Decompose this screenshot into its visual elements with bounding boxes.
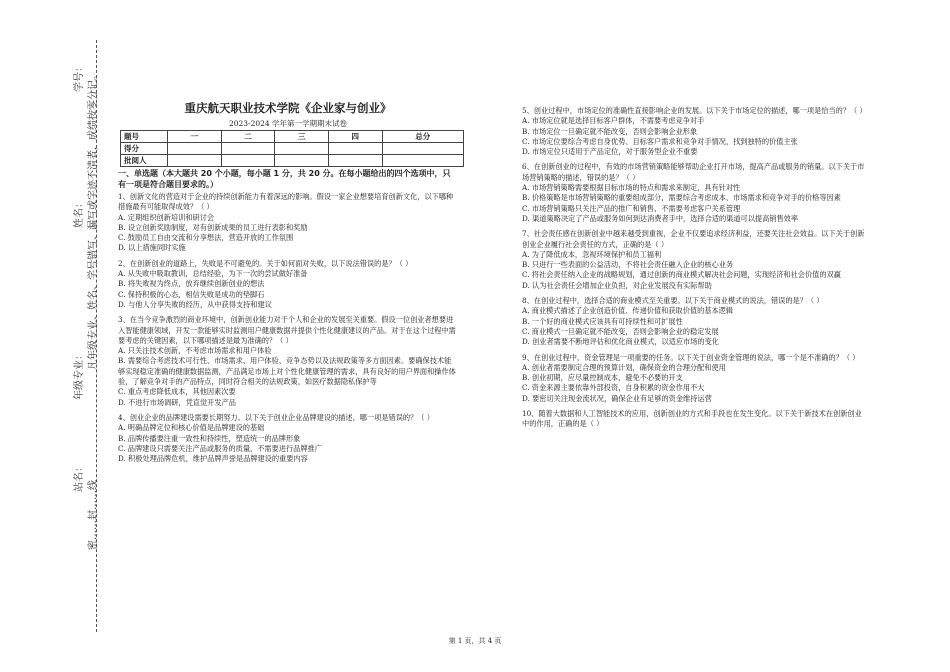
question <box>118 413 458 464</box>
score-row-label: 批阅人 <box>121 155 168 167</box>
question <box>118 259 458 310</box>
answer-option[interactable]: D. 创业者需要不断地评估和优化商业模式，以适应市场的变化 <box>522 337 719 347</box>
binding-label-id: 学号： <box>74 62 85 92</box>
answer-option[interactable]: B. 只进行一些表面的公益活动，不将社会责任融入企业的核心业务 <box>522 260 734 270</box>
answer-option[interactable]: D. 积极处理品牌危机，维护品牌声誉是品牌建设的重要内容 <box>118 454 308 464</box>
score-table-row <box>121 155 464 167</box>
answer-option[interactable]: A. 为了降低成本，忽视环境保护和员工福利 <box>522 249 662 259</box>
question <box>522 229 867 291</box>
question-stem: 8、在创业过程中，选择合适的商业模式至关重要。以下关于商业模式的说法，错误的是？（ ） <box>522 296 824 306</box>
page-footer: 第 1 页，共 4 页 <box>448 637 502 645</box>
binding-label-station: 站名： <box>74 462 85 492</box>
answer-option[interactable]: A. 市场营销策略需要根据目标市场的特点和需求来制定，具有针对性 <box>522 183 741 193</box>
binding-label-major: 年级专业： <box>74 350 85 400</box>
score-table-header-row <box>121 131 464 143</box>
answer-option[interactable]: C. 保持积极的心态，相信失败是成功的垫脚石 <box>118 289 265 299</box>
exam-title: 重庆航天职业技术学院《企业家与创业》 <box>184 101 392 115</box>
answer-option[interactable]: D. 认为社会责任会增加企业负担，对企业发展没有实际帮助 <box>522 280 712 290</box>
answer-option[interactable]: C. 重点考虑降低成本，其他因素次要 <box>118 387 236 397</box>
answer-option[interactable]: A. 创业者需要制定合理的预算计划，确保资金的合理分配和使用 <box>522 362 726 372</box>
question-list-left <box>118 192 458 464</box>
score-row-label: 得分 <box>121 143 168 155</box>
score-cell[interactable] <box>328 143 382 155</box>
score-header-cell: 四 <box>328 131 382 143</box>
answer-option[interactable]: C. 鼓励员工自由交流和分享想法，营造开放的工作氛围 <box>118 233 294 243</box>
score-cell[interactable] <box>382 143 463 155</box>
question-stem: 7、社会责任感在创新创业中越来越受到重视，企业不仅要追求经济利益，还要关注社会效益。以下关于创新创业企业履行社会责任的方式，正确的是（ ） <box>522 229 865 249</box>
score-cell[interactable] <box>275 143 329 155</box>
answer-option[interactable]: A. 明确品牌定位和核心价值是品牌建设的基础 <box>118 423 265 433</box>
score-cell[interactable] <box>221 155 275 167</box>
answer-option[interactable]: B. 创业初期，应尽量控制成本，避免不必要的开支 <box>522 373 683 383</box>
question-stem: 1、创新文化的营造对于企业的持续创新能力有着深远的影响。假设一家企业想要培育创新文化，以下哪种措施最有可能取得成效？（ ） <box>118 192 454 212</box>
question <box>522 409 867 430</box>
answer-option[interactable]: C. 市场营销策略只关注产品的推广和销售，不需要考虑客户关系管理 <box>522 203 741 213</box>
answer-option[interactable]: C. 品牌建设只需要关注产品或服务的质量，不需要进行品牌推广 <box>118 443 322 453</box>
score-cell[interactable] <box>221 143 275 155</box>
answer-option[interactable]: A. 市场定位就是选择目标客户群体，不需要考虑竞争对手 <box>522 116 705 126</box>
binding-instruction: 凡年级专业、姓名、学号错写、漏写或字迹不清者，成绩按零分记。 <box>88 70 99 370</box>
score-header-cell: 总分 <box>382 131 463 143</box>
answer-option[interactable]: B. 将失败视为终点，放弃继续创新创业的想法 <box>118 279 265 289</box>
left-column <box>118 168 458 469</box>
answer-option[interactable]: C. 商业模式一旦确定就不能改变，否则会影响企业的稳定发展 <box>522 326 719 336</box>
question-stem: 3、在当今竞争激烈的商业环境中，创新创业能力对于个人和企业的发展至关重要。假设一位创业者想要进入智能健康领域，开发一款能够实时监测用户健康数据并提供个性化健康建议的产品。对于在这个过程中需要考虑的关键因素，以下哪项描述是最为准确的？（ ） <box>118 315 456 345</box>
answer-option[interactable]: A. 定期组织创新培训和研讨会 <box>118 212 215 222</box>
question-stem: 9、在创业过程中，资金管理是一项重要的任务。以下关于创业资金管理的说法，哪一个是不准确的？（ ） <box>522 352 860 362</box>
score-cell[interactable] <box>275 155 329 167</box>
right-column <box>522 106 867 435</box>
score-table <box>120 130 464 167</box>
score-cell[interactable] <box>168 155 222 167</box>
score-table-row <box>121 143 464 155</box>
score-header-cell: 三 <box>275 131 329 143</box>
question <box>118 315 458 408</box>
answer-option[interactable]: B. 设立创新奖励制度，对有创新成果的员工进行表彰和奖励 <box>118 222 308 232</box>
answer-option[interactable]: A. 只关注技术创新，不考虑市场需求和用户体验 <box>118 346 272 356</box>
question-stem: 10、随着大数据和人工智能技术的应用，创新创业的方式和手段也在发生变化。以下关于新技术在创新创业中的作用，正确的是（ ） <box>522 409 862 429</box>
question-stem: 5、创业过程中，市场定位的准确性直接影响企业的发展。以下关于市场定位的描述，哪一项是恰当的？（ ） <box>522 106 867 115</box>
question <box>522 296 867 347</box>
question <box>522 162 867 224</box>
section-heading: 一、单选题（本大题共 20 个小题，每小题 1 分，共 20 分。在每小题给出的四个选项中，只有一项是符合题目要求的。） <box>118 169 451 189</box>
score-header-cell: 题号 <box>121 131 168 143</box>
answer-option[interactable]: C. 将社会责任纳入企业的战略规划，通过创新的商业模式解决社会问题，实现经济和社会价值的双赢 <box>522 270 841 280</box>
score-cell[interactable] <box>382 155 463 167</box>
answer-option[interactable]: A. 商业模式描述了企业创造价值、传递价值和获取价值的基本逻辑 <box>522 306 734 316</box>
answer-option[interactable]: A. 从失败中吸取教训，总结经验，为下一次的尝试做好准备 <box>118 269 308 279</box>
question-stem: 6、在创新创业的过程中，有效的市场营销策略能够帮助企业打开市场，提高产品或服务的销量。以下关于市场营销策略的描述，错误的是？（ ） <box>522 162 865 182</box>
answer-option[interactable]: C. 资金来源主要依靠外部投资，自身积累的资金作用不大 <box>522 383 705 393</box>
answer-option[interactable]: B. 需要综合考虑技术可行性、市场需求、用户体验、竞争态势以及法规政策等多方面因素。要确保技术能够实现稳定准确的健康数据监测，产品满足市场上对个性化健康管理的需求，具有良好的用户界面和操作体验，了解竞争对手的产品特点，同时符合相关的法规政策，如医疗数据隐私保护等 <box>118 356 456 387</box>
score-cell[interactable] <box>328 155 382 167</box>
answer-option[interactable]: B. 价格策略是市场营销策略的重要组成部分，需要综合考虑成本、市场需求和竞争对手的价格等因素 <box>522 193 841 203</box>
score-cell[interactable] <box>168 143 222 155</box>
answer-option[interactable]: D. 渠道策略决定了产品或服务如何到达消费者手中，选择合适的渠道可以提高销售效率 <box>522 213 799 223</box>
answer-option[interactable]: D. 与他人分享失败的经历，从中获得支持和建议 <box>118 299 272 309</box>
answer-option[interactable]: B. 品牌传播要注重一致性和持续性，塑造统一的品牌形象 <box>118 433 301 443</box>
score-header-cell: 一 <box>168 131 222 143</box>
score-header-cell: 二 <box>221 131 275 143</box>
answer-option[interactable]: D. 不进行市场调研，凭直觉开发产品 <box>118 397 236 407</box>
question-stem: 2、在创新创业的道路上，失败是不可避免的。关于如何面对失败，以下说法错误的是？（ ） <box>118 258 413 268</box>
answer-option[interactable]: B. 一个好的商业模式应该具有可持续性和可扩展性 <box>522 316 683 326</box>
binding-label-name: 姓名： <box>74 198 85 228</box>
exam-subtitle: 2023-2024 学年第一学期期末试卷 <box>228 119 348 128</box>
answer-option[interactable]: B. 市场定位一旦确定就不能改变，否则会影响企业形象 <box>522 126 698 136</box>
answer-option[interactable]: C. 市场定位要综合考虑自身优势、目标客户需求和竞争对手情况，找到独特的价值主张 <box>522 136 798 146</box>
question <box>118 192 458 254</box>
question <box>522 353 867 404</box>
question-list-right <box>522 106 867 430</box>
answer-option[interactable]: D. 以上措施同时实施 <box>118 243 186 253</box>
answer-option[interactable]: D. 市场定位只适用于产品定位，对于服务型企业不重要 <box>522 147 698 157</box>
binding-seal-line: 密……封……线 <box>88 480 99 550</box>
binding-strip <box>0 0 110 672</box>
answer-option[interactable]: D. 要密切关注现金流状况，确保企业有足够的资金维持运营 <box>522 393 712 403</box>
question <box>522 106 867 157</box>
question-stem: 4、创业企业的品牌建设需要长期努力。以下关于创业企业品牌建设的描述，哪一项是错误的？（ ） <box>118 412 434 422</box>
